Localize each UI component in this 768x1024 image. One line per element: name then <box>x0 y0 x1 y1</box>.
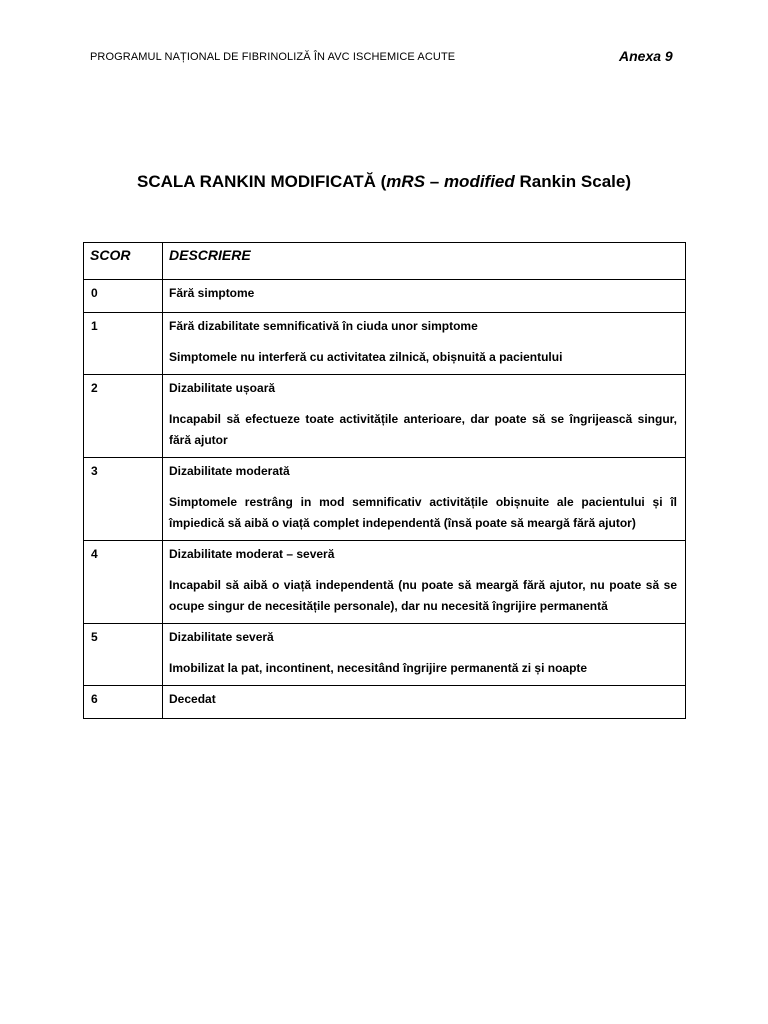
description-text: Simptomele nu interferă cu activitatea zilnică, obișnuită a pacientului <box>169 350 563 364</box>
table-header-row <box>84 243 686 280</box>
score-cell: 3 <box>84 458 163 541</box>
annex-label: Anexa 9 <box>619 48 673 64</box>
description-cell <box>163 313 686 375</box>
description-cell <box>163 624 686 686</box>
header-score: SCOR <box>84 243 163 280</box>
score-cell: 6 <box>84 686 163 719</box>
description-cell <box>163 686 686 719</box>
description-title: Decedat <box>169 692 216 706</box>
document-header-title: PROGRAMUL NAȚIONAL DE FIBRINOLIZĂ ÎN AVC ISCHEMICE ACUTE <box>90 51 456 63</box>
table-row <box>84 280 686 313</box>
description-title: Fără simptome <box>169 286 255 300</box>
description-cell <box>163 541 686 624</box>
title-prefix: SCALA RANKIN MODIFICATĂ ( <box>136 172 387 191</box>
score-cell: 5 <box>84 624 163 686</box>
score-cell: 0 <box>84 280 163 313</box>
description-text: Simptomele restrâng in mod semnificativ activitățile obișnuite ale pacientului și îl împiedică să aibă o viață complet independentă (însă poate să meargă fără ajutor) <box>169 495 677 530</box>
score-cell: 4 <box>84 541 163 624</box>
score-cell: 1 <box>84 313 163 375</box>
description-title: Dizabilitate severă <box>169 630 274 644</box>
description-title: Dizabilitate moderat – severă <box>169 547 335 561</box>
description-title: Fără dizabilitate semnificativă în ciuda unor simptome <box>169 319 478 333</box>
title-abbr: mRS <box>386 172 426 191</box>
header-description: DESCRIERE <box>163 243 686 280</box>
table-row <box>84 686 686 719</box>
description-title: Dizabilitate ușoară <box>169 381 276 395</box>
description-text: Incapabil să aibă o viață independentă (nu poate să meargă fără ajutor, nu poate să se ocupe singur de necesitățile personale), dar nu necesită îngrijire permanentă <box>169 578 677 613</box>
score-cell: 2 <box>84 375 163 458</box>
table-row <box>84 313 686 375</box>
table-row <box>84 624 686 686</box>
title-dash: – <box>425 172 444 191</box>
rankin-scale-table <box>83 242 686 719</box>
description-cell <box>163 375 686 458</box>
page-title <box>0 172 768 192</box>
table-row <box>84 375 686 458</box>
description-cell <box>163 280 686 313</box>
description-text: Incapabil să efectueze toate activitățile anterioare, dar poate să se îngrijească singur, fără ajutor <box>169 412 677 447</box>
table-row <box>84 458 686 541</box>
description-text: Imobilizat la pat, incontinent, necesitând îngrijire permanentă zi și noapte <box>169 661 588 675</box>
description-cell <box>163 458 686 541</box>
description-title: Dizabilitate moderată <box>169 464 290 478</box>
title-suffix: Rankin Scale) <box>514 172 631 191</box>
title-modified: modified <box>443 172 515 191</box>
table-row <box>84 541 686 624</box>
